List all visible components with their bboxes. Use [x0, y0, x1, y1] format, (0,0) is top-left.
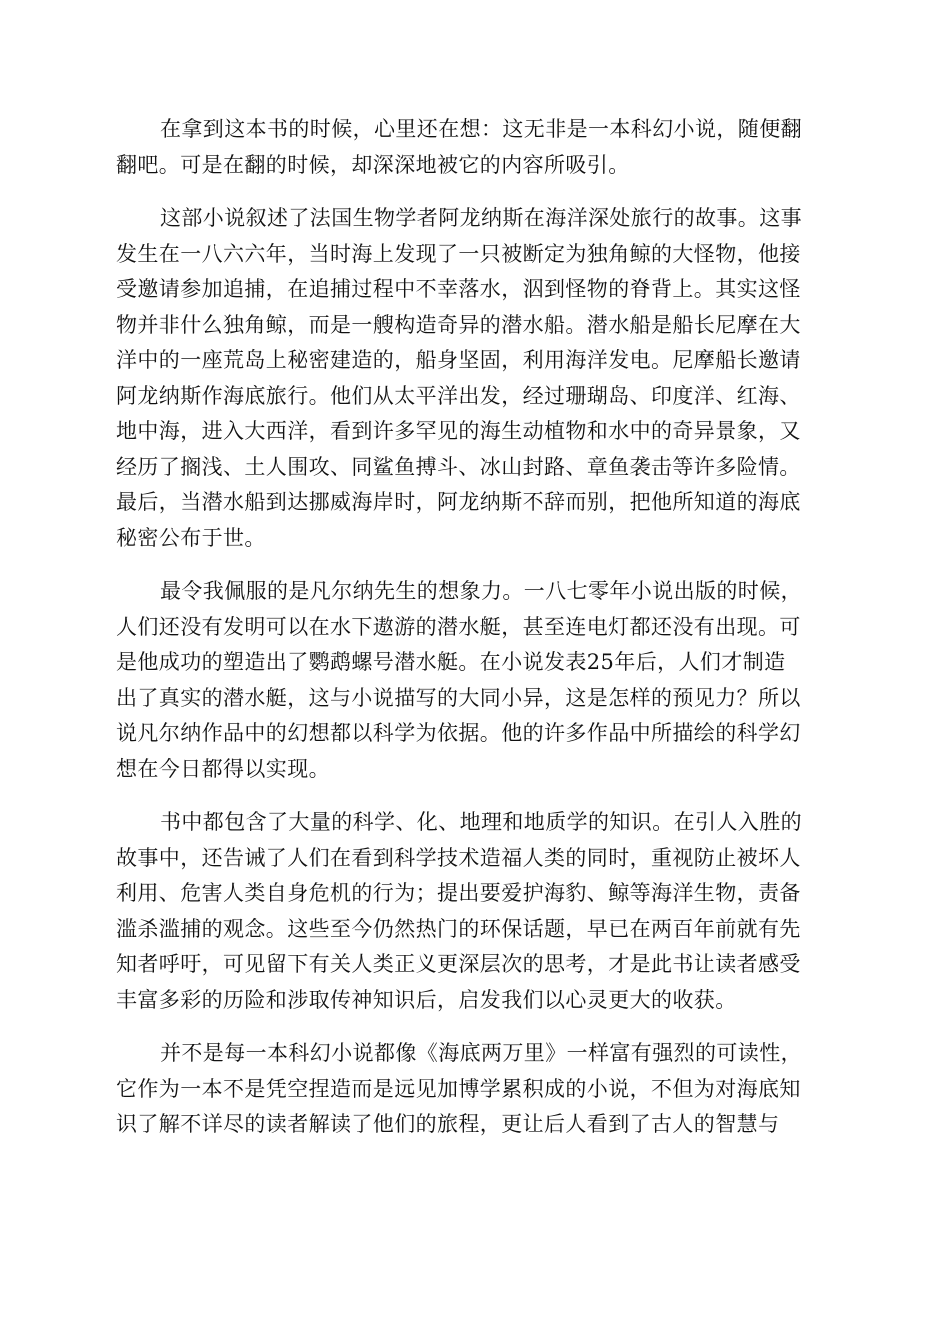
- paragraph-3: [116, 574, 836, 787]
- text-line: 最令我佩服的是凡尔纳先生的想象力。一八七零年小说出版的时候，: [160, 579, 802, 603]
- text-line: 丰富多彩的历险和涉取传神知识后，启发我们以心灵更大的收获。: [116, 987, 737, 1012]
- text-line: 说凡尔纳作品中的幻想都以科学为依据。他的许多作品中所描绘的科学幻: [116, 721, 801, 745]
- paragraph-4: [116, 805, 836, 1018]
- text-line: 最后，当潜水船到达挪威海岸时，阿龙纳斯不辞而别，把他所知道的海底: [116, 490, 801, 514]
- text-line: 受邀请参加追捕，在追捕过程中不幸落水，泅到怪物的脊背上。其实这怪: [116, 277, 801, 301]
- text-line: 知者呼吁，可见留下有关人类正义更深层次的思考，才是此书让读者感受: [116, 952, 801, 976]
- text-line: 阿龙纳斯作海底旅行。他们从太平洋出发，经过珊瑚岛、印度洋、红海、: [116, 383, 801, 408]
- document-body: [116, 112, 836, 1161]
- paragraph-5: [116, 1036, 836, 1143]
- text-line: 经历了搁浅、土人围攻、同鲨鱼搏斗、冰山封路、章鱼袭击等许多险情。: [116, 454, 801, 479]
- text-line: 识了解不详尽的读者解读了他们的旅程，更让后人看到了古人的智慧与: [116, 1112, 780, 1136]
- text-line: 滥杀滥捕的观念。这些至今仍然热门的环保话题，早已在两百年前就有先: [116, 916, 801, 941]
- paragraph-1: [116, 112, 836, 183]
- text-line: 翻吧。可是在翻的时候，却深深地被它的内容所吸引。: [116, 152, 630, 177]
- text-line: 地中海，进入大西洋，看到许多罕见的海生动植物和水中的奇异景象，又: [116, 419, 801, 443]
- text-line: 书中都包含了大量的科学、化、地理和地质学的知识。在引人入胜的: [160, 810, 802, 834]
- paragraph-2: [116, 201, 836, 556]
- text-line: 人们还没有发明可以在水下遨游的潜水艇，甚至连电灯都还没有出现。可: [116, 614, 801, 639]
- text-line: 洋中的一座荒岛上秘密建造的，船身坚固，利用海洋发电。尼摩船长邀请: [116, 348, 801, 372]
- text-line: 并不是每一本科幻小说都像《海底两万里》一样富有强烈的可读性，: [160, 1041, 802, 1065]
- text-line: 利用、危害人类自身危机的行为；提出要爱护海豹、鲸等海洋生物，责备: [116, 881, 801, 905]
- text-line: 故事中，还告诫了人们在看到科学技术造福人类的同时，重视防止被坏人: [116, 845, 801, 870]
- text-line: 它作为一本不是凭空捏造而是远见加博学累积成的小说，不但为对海底知: [116, 1076, 801, 1101]
- text-line: 物并非什么独角鲸，而是一艘构造奇异的潜水船。潜水船是船长尼摩在大: [116, 312, 801, 337]
- text-line: 发生在一八六六年，当时海上发现了一只被断定为独角鲸的大怪物，他接: [116, 241, 801, 266]
- text-line: 秘密公布于世。: [116, 525, 266, 550]
- text-line: 出了真实的潜水艇，这与小说描写的大同小异，这是怎样的预见力？所以: [116, 685, 801, 710]
- text-line: 是他成功的塑造出了鹦鹉螺号潜水艇。在小说发表25年后，人们才制造: [116, 650, 786, 674]
- text-line: 在拿到这本书的时候，心里还在想：这无非是一本科幻小说，随便翻: [160, 117, 802, 141]
- text-line: 这部小说叙述了法国生物学者阿龙纳斯在海洋深处旅行的故事。这事: [160, 206, 802, 230]
- text-line: 想在今日都得以实现。: [116, 756, 330, 781]
